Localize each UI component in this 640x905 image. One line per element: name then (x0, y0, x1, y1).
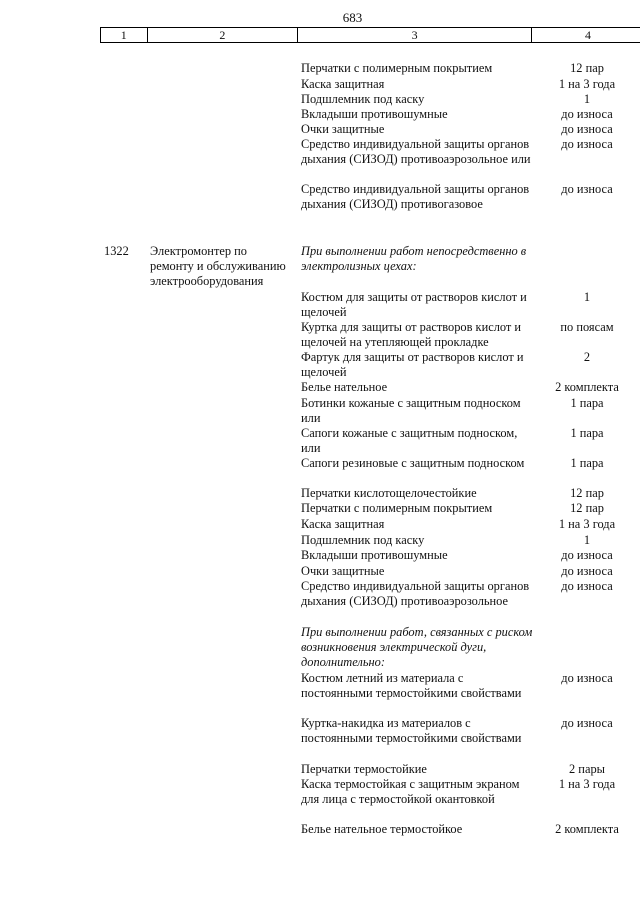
item-quantity: 2 (583, 350, 591, 364)
item-text: Куртка для защиты от растворов кислот и щелочей на утепляющей прокладке (301, 320, 522, 349)
item-quantity: по поясам (560, 320, 614, 334)
item-text: Белье нательное термостойкое (301, 822, 463, 836)
item-quantity: до износа (561, 579, 613, 593)
item-quantity: до износа (561, 548, 613, 562)
item-quantity: до износа (561, 564, 613, 578)
item-quantity: до износа (561, 716, 613, 730)
item-text: Ботинки кожаные с защитным подноском или (301, 396, 521, 425)
item-text: Каска защитная (301, 517, 385, 531)
item-text: Костюм летний из материала с постоянными термостойкими свойствами (301, 671, 522, 700)
item-quantity: 1 на 3 года (558, 517, 616, 531)
item-quantity: 2 пары (569, 762, 605, 776)
item-quantity: до износа (561, 182, 613, 196)
item-text: Очки защитные (301, 564, 385, 578)
item-quantity: 1 (583, 533, 591, 547)
item-quantity: 1 пара (570, 456, 604, 470)
item-text: Костюм для защиты от растворов кислот и щелочей (301, 290, 527, 319)
item-quantity: 1 пара (570, 396, 604, 410)
column-1-header: 1 (101, 28, 148, 43)
item-text: Перчатки с полимерным покрытием (301, 61, 493, 75)
column-4-header: 4 (532, 28, 640, 43)
section-header: При выполнении работ, связанных с риском возникновения электрической дуги, дополнительно: (301, 625, 533, 669)
item-quantity: 2 комплекта (555, 380, 619, 394)
section-header: При выполнении работ непосредственно в электролизных цехах: (301, 244, 527, 273)
item-text: Подшлемник под каску (301, 533, 425, 547)
item-quantity: до износа (561, 122, 613, 136)
item-quantity: 1 (583, 290, 591, 304)
column-3-header: 3 (298, 28, 532, 43)
item-text: Сапоги резиновые с защитным подноском (301, 456, 525, 470)
item-text: Вкладыши противошумные (301, 107, 448, 121)
entry-number: 1322 (104, 244, 129, 258)
item-text: Средство индивидуальной защиты органов дыхания (СИЗОД) противоаэрозольное (301, 579, 530, 608)
item-text: Перчатки кислотощелочестойкие (301, 486, 477, 500)
item-quantity: 1 на 3 года (558, 77, 616, 91)
item-quantity: до износа (561, 671, 613, 685)
item-text: Каска термостойкая с защитным экраном для лица с термостойкой окантовкой (301, 777, 520, 806)
item-text: Белье нательное (301, 380, 388, 394)
page-number: 683 (342, 10, 363, 25)
item-text: Перчатки с полимерным покрытием (301, 501, 493, 515)
item-quantity: 12 пар (570, 61, 604, 75)
item-text: Каска защитная (301, 77, 385, 91)
item-quantity: до износа (561, 107, 613, 121)
item-text: Сапоги кожаные с защитным подноском, или (301, 426, 518, 455)
item-quantity: 1 (583, 92, 591, 106)
item-quantity: 2 комплекта (555, 822, 619, 836)
item-quantity: 1 на 3 года (558, 777, 616, 791)
item-text: Вкладыши противошумные (301, 548, 448, 562)
item-text: Подшлемник под каску (301, 92, 425, 106)
occupation-name: Электромонтер по ремонту и обслуживанию электрооборудования (150, 244, 286, 288)
item-text: Средство индивидуальной защиты органов дыхания (СИЗОД) противоаэрозольное или (301, 137, 531, 166)
item-quantity: 1 пара (570, 426, 604, 440)
column-2-header: 2 (147, 28, 298, 43)
item-text: Перчатки термостойкие (301, 762, 427, 776)
item-text: Куртка-накидка из материалов с постоянными термостойкими свойствами (301, 716, 522, 745)
item-quantity: 12 пар (570, 486, 604, 500)
item-text: Очки защитные (301, 122, 385, 136)
item-text: Фартук для защиты от растворов кислот и щелочей (301, 350, 524, 379)
item-quantity: 12 пар (570, 501, 604, 515)
item-quantity: до износа (561, 137, 613, 151)
column-header-row (100, 27, 640, 43)
item-text: Средство индивидуальной защиты органов дыхания (СИЗОД) противогазовое (301, 182, 530, 211)
